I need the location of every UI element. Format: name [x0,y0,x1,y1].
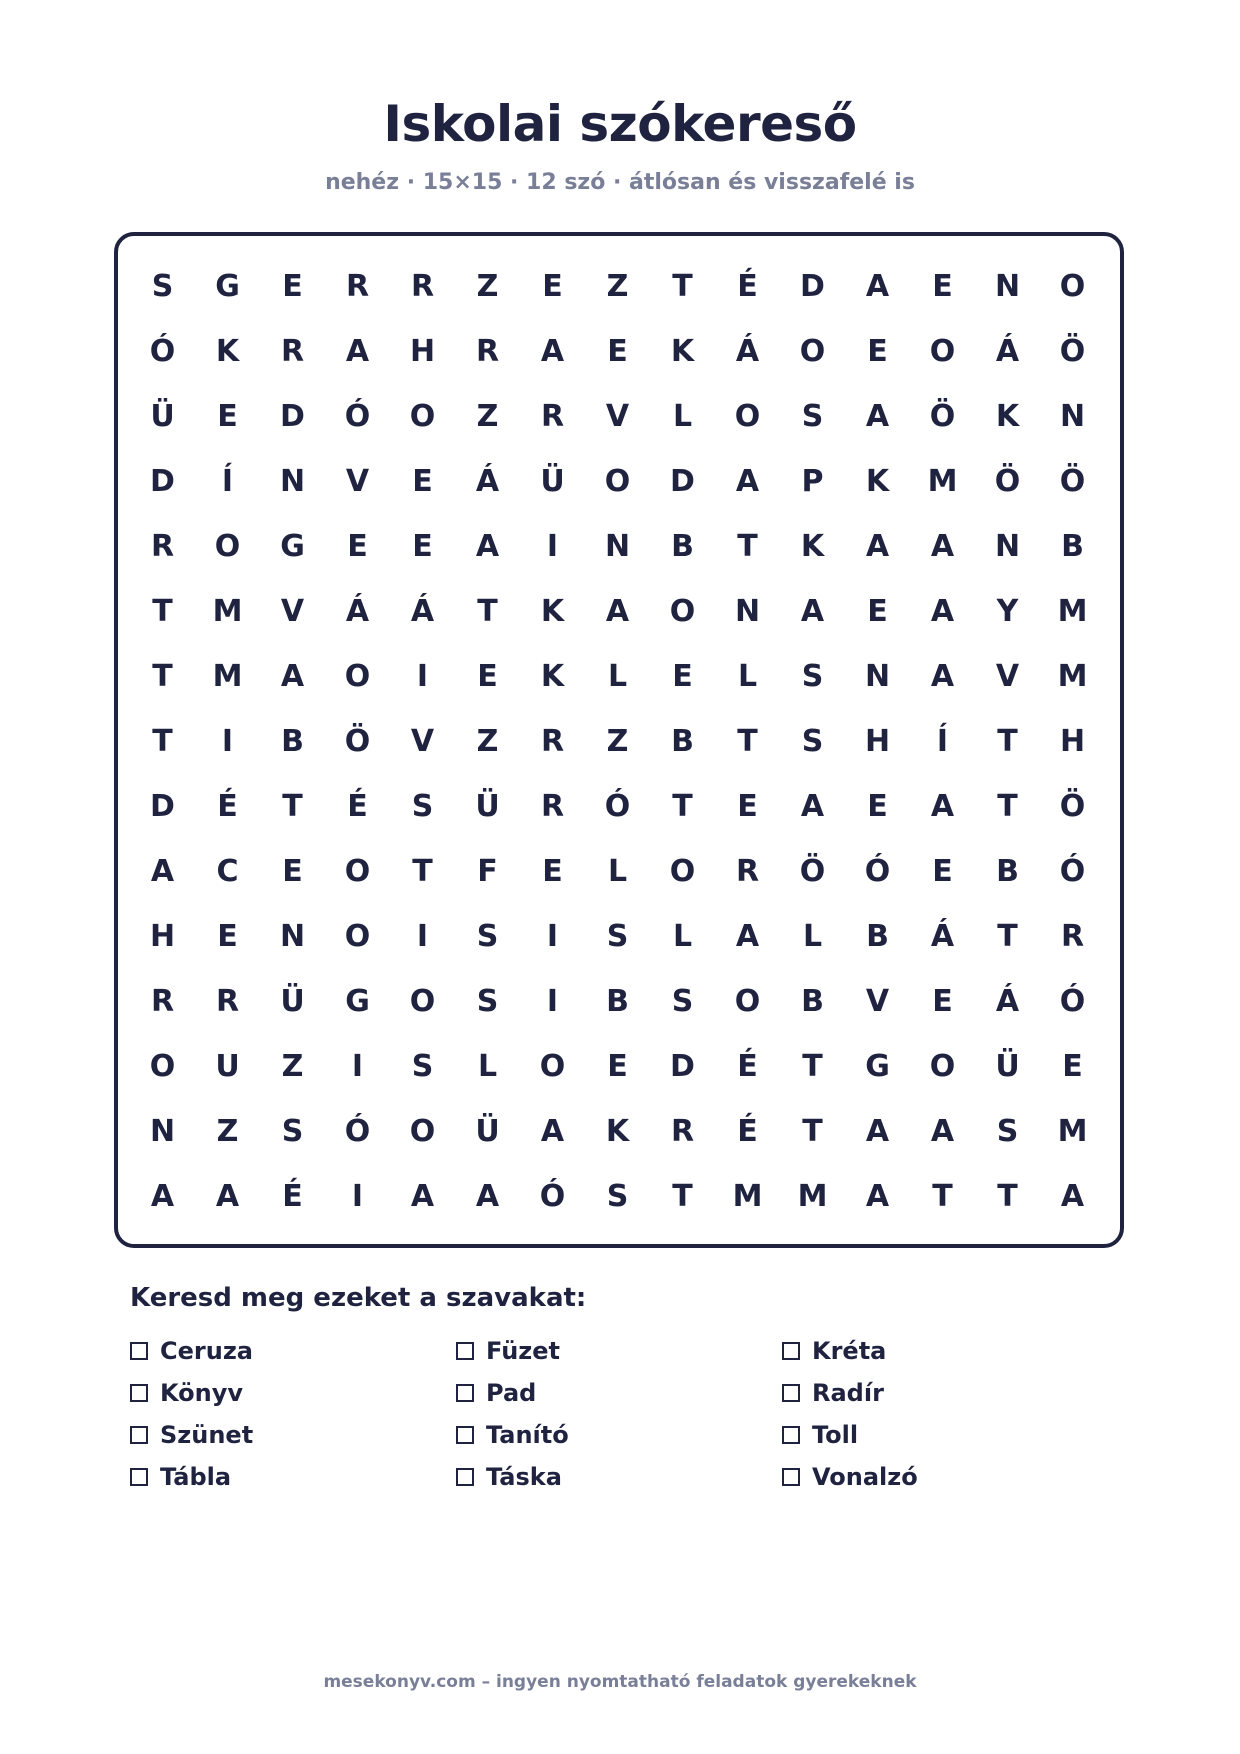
footer-text: mesekonyv.com – ingyen nyomtatható feladatok gyerekeknek [323,1672,917,1692]
grid-cell[interactable]: A [280,659,305,694]
grid-cell[interactable]: N [279,464,306,499]
grid-cell[interactable]: Z [476,724,499,759]
word-list-item [782,1456,1108,1498]
grid-cell[interactable]: M [1057,659,1088,694]
grid-cell[interactable]: T [412,854,433,889]
grid-cell[interactable]: Ü [475,789,500,824]
grid-cell[interactable]: Z [476,269,499,304]
grid-cell[interactable]: R [345,269,370,304]
grid-cell[interactable]: K [540,594,565,629]
grid-cell[interactable]: N [994,529,1021,564]
grid-cell[interactable]: N [149,1114,176,1149]
grid-cell[interactable]: M [732,1179,763,1214]
grid-cell[interactable]: É [282,1179,303,1214]
grid-cell[interactable]: C [216,854,239,889]
grid-cell[interactable]: E [542,854,563,889]
grid-cell[interactable]: G [345,984,370,1019]
grid-cell[interactable]: K [865,464,890,499]
grid-cell[interactable]: Á [735,334,760,369]
grid-cell[interactable]: T [997,919,1018,954]
grid-cell[interactable]: Á [995,984,1020,1019]
word-list-item [782,1372,1108,1414]
grid-cell[interactable]: G [280,529,305,564]
grid-cell[interactable]: É [347,789,368,824]
grid-cell[interactable]: B [866,919,889,954]
grid-cell[interactable]: S [476,919,499,954]
grid-cell[interactable]: T [932,1179,953,1214]
checkbox-icon[interactable] [456,1426,474,1444]
grid-cell[interactable]: K [605,1114,630,1149]
grid-cell[interactable]: Ó [149,334,176,369]
grid-cell[interactable]: G [865,1049,890,1084]
checkbox-icon[interactable] [130,1384,148,1402]
word-label: Vonalzó [812,1463,918,1491]
grid-cell[interactable]: A [345,334,370,369]
grid-cell[interactable]: O [669,854,696,889]
grid-cell[interactable]: Ü [475,1114,500,1149]
grid-cell[interactable]: R [150,529,175,564]
grid-cell[interactable]: A [865,399,890,434]
grid-cell[interactable]: H [409,334,436,369]
grid-cell[interactable]: T [152,594,173,629]
grid-cell[interactable]: O [734,984,761,1019]
grid-cell[interactable]: O [409,984,436,1019]
grid-cell[interactable]: Á [995,334,1020,369]
checkbox-icon[interactable] [456,1342,474,1360]
grid-cell[interactable]: S [671,984,694,1019]
grid-cell[interactable]: E [282,854,303,889]
checkbox-icon[interactable] [782,1342,800,1360]
grid-cell[interactable]: T [282,789,303,824]
grid-cell[interactable]: Ü [995,1049,1020,1084]
grid-cell[interactable]: I [546,529,559,564]
grid-cell[interactable]: A [475,1179,500,1214]
grid-cell[interactable]: D [670,464,695,499]
grid-cell[interactable]: A [215,1179,240,1214]
word-label: Kréta [812,1337,887,1365]
word-label: Könyv [160,1379,244,1407]
grid-cell[interactable]: B [606,984,629,1019]
grid-cell[interactable]: Ó [1059,854,1086,889]
grid-cell[interactable]: B [801,984,824,1019]
grid-cell[interactable]: A [150,1179,175,1214]
grid-cell[interactable]: L [607,854,628,889]
grid-cell[interactable]: O [1059,269,1086,304]
grid-cell[interactable]: N [279,919,306,954]
grid-cell[interactable]: S [996,1114,1019,1149]
grid-cell[interactable]: R [215,984,240,1019]
grid-cell[interactable]: I [546,984,559,1019]
word-label: Tábla [160,1463,232,1491]
grid-cell[interactable]: D [800,269,825,304]
grid-cell[interactable]: Z [606,269,629,304]
grid-cell[interactable]: Ö [344,724,371,759]
grid-cell[interactable]: M [212,659,243,694]
grid-cell[interactable]: B [996,854,1019,889]
grid-cell[interactable]: A [930,1114,955,1149]
grid-cell[interactable]: R [670,1114,695,1149]
grid-cell[interactable]: N [994,269,1021,304]
grid-cell[interactable]: O [409,399,436,434]
grid-cell[interactable]: S [411,789,434,824]
grid-cell[interactable]: E [867,594,888,629]
grid-cell[interactable]: K [670,334,695,369]
grid-cell[interactable]: É [737,1114,758,1149]
grid-cell[interactable]: H [864,724,891,759]
grid-cell[interactable]: O [344,659,371,694]
grid-cell[interactable]: D [670,1049,695,1084]
grid-cell[interactable]: R [150,984,175,1019]
grid-cell[interactable]: T [802,1049,823,1084]
grid-cell[interactable]: Ö [1059,789,1086,824]
grid-cell[interactable]: O [344,919,371,954]
grid-cell[interactable]: B [281,724,304,759]
grid-cell[interactable]: R [540,724,565,759]
word-label: Füzet [486,1337,561,1365]
grid-cell[interactable]: A [540,1114,565,1149]
grid-cell[interactable]: A [930,789,955,824]
grid-cell[interactable]: L [672,399,693,434]
grid-cell[interactable]: T [152,724,173,759]
word-list-item [130,1414,456,1456]
grid-cell[interactable]: O [409,1114,436,1149]
word-label: Tanító [486,1421,569,1449]
grid-cell[interactable]: T [672,269,693,304]
grid-cell[interactable]: R [280,334,305,369]
page-title: Iskolai szókereső [383,95,857,153]
checkbox-icon[interactable] [456,1384,474,1402]
grid-cell[interactable]: L [607,659,628,694]
grid-cell[interactable]: A [930,529,955,564]
grid-cell[interactable]: O [149,1049,176,1084]
page-subtitle: nehéz · 15×15 · 12 szó · átlósan és visszafelé is [325,170,915,195]
grid-cell[interactable]: E [932,854,953,889]
grid-cell[interactable]: D [150,789,175,824]
checkbox-icon[interactable] [130,1342,148,1360]
grid-cell[interactable]: I [351,1049,364,1084]
grid-cell[interactable]: Z [216,1114,239,1149]
grid-cell[interactable]: Ó [539,1179,566,1214]
grid-cell[interactable]: Á [410,594,435,629]
grid-cell[interactable]: A [735,919,760,954]
letter-grid [130,254,1105,1229]
grid-cell[interactable]: K [540,659,565,694]
grid-cell[interactable]: B [671,529,694,564]
grid-cell[interactable]: A [865,1114,890,1149]
grid-cell[interactable]: F [477,854,498,889]
grid-cell[interactable]: N [864,659,891,694]
grid-cell[interactable]: E [1062,1049,1083,1084]
grid-cell[interactable]: A [1060,1179,1085,1214]
grid-cell[interactable]: M [212,594,243,629]
grid-cell[interactable]: E [607,1049,628,1084]
grid-cell[interactable]: Ü [280,984,305,1019]
grid-cell[interactable]: O [344,854,371,889]
grid-cell[interactable]: I [221,724,234,759]
checkbox-icon[interactable] [130,1468,148,1486]
grid-cell[interactable]: L [802,919,823,954]
word-list-item [130,1330,456,1372]
grid-cell[interactable]: Ö [994,464,1021,499]
word-list-item [130,1372,456,1414]
grid-cell[interactable]: D [150,464,175,499]
grid-cell[interactable]: O [799,334,826,369]
word-list-item [782,1330,1108,1372]
grid-cell[interactable]: A [800,594,825,629]
grid-cell[interactable]: V [605,399,630,434]
grid-cell[interactable]: O [539,1049,566,1084]
grid-cell[interactable]: Ü [540,464,565,499]
grid-cell[interactable]: A [410,1179,435,1214]
grid-cell[interactable]: S [281,1114,304,1149]
grid-cell[interactable]: R [475,334,500,369]
grid-cell[interactable]: K [800,529,825,564]
grid-cell[interactable]: V [280,594,305,629]
grid-cell[interactable]: Z [606,724,629,759]
word-label: Táska [486,1463,562,1491]
grid-cell[interactable]: S [801,724,824,759]
grid-cell[interactable]: O [929,334,956,369]
grid-cell[interactable]: T [152,659,173,694]
grid-cell[interactable]: E [217,399,238,434]
grid-cell[interactable]: E [412,464,433,499]
grid-cell[interactable]: Y [996,594,1019,629]
word-list-item [130,1456,456,1498]
grid-cell[interactable]: H [149,919,176,954]
grid-cell[interactable]: É [737,269,758,304]
grid-cell[interactable]: H [1059,724,1086,759]
grid-cell[interactable]: M [1057,1114,1088,1149]
grid-cell[interactable]: K [215,334,240,369]
grid-cell[interactable]: N [734,594,761,629]
grid-cell[interactable]: M [797,1179,828,1214]
grid-cell[interactable]: B [671,724,694,759]
grid-cell[interactable]: Ó [344,1114,371,1149]
word-list-item [456,1372,782,1414]
grid-cell[interactable]: T [997,789,1018,824]
grid-cell[interactable]: É [737,1049,758,1084]
grid-cell[interactable]: Z [476,399,499,434]
grid-cell[interactable]: Ó [344,399,371,434]
grid-cell[interactable]: O [214,529,241,564]
grid-cell[interactable]: O [734,399,761,434]
grid-cell[interactable]: E [737,789,758,824]
grid-cell[interactable]: V [995,659,1020,694]
grid-cell[interactable]: S [606,919,629,954]
checkbox-icon[interactable] [456,1468,474,1486]
grid-cell[interactable]: Ó [1059,984,1086,1019]
grid-cell[interactable]: V [345,464,370,499]
word-list [130,1330,1110,1498]
grid-cell[interactable]: R [540,399,565,434]
grid-cell[interactable]: I [546,919,559,954]
grid-cell[interactable]: S [476,984,499,1019]
grid-cell[interactable]: A [930,659,955,694]
grid-cell[interactable]: I [351,1179,364,1214]
checkbox-icon[interactable] [782,1426,800,1444]
grid-cell[interactable]: N [604,529,631,564]
grid-cell[interactable]: A [865,1179,890,1214]
grid-cell[interactable]: S [151,269,174,304]
checkbox-icon[interactable] [782,1384,800,1402]
grid-cell[interactable]: A [930,594,955,629]
grid-cell[interactable]: S [801,659,824,694]
grid-cell[interactable]: E [867,789,888,824]
grid-cell[interactable]: E [477,659,498,694]
grid-cell[interactable]: Ö [1059,464,1086,499]
grid-cell[interactable]: T [997,724,1018,759]
grid-cell[interactable]: A [865,269,890,304]
grid-cell[interactable]: E [607,334,628,369]
grid-cell[interactable]: M [927,464,958,499]
grid-cell[interactable]: B [1061,529,1084,564]
word-list-item [782,1414,1108,1456]
word-label: Szünet [160,1421,254,1449]
grid-cell[interactable]: T [737,724,758,759]
grid-cell[interactable]: O [929,1049,956,1084]
grid-cell[interactable]: Ö [799,854,826,889]
grid-cell[interactable]: R [410,269,435,304]
word-list-heading: Keresd meg ezeket a szavakat: [130,1283,587,1313]
word-label: Toll [812,1421,859,1449]
grid-cell[interactable]: S [606,1179,629,1214]
grid-cell[interactable]: Á [475,464,500,499]
grid-cell[interactable]: Ö [929,399,956,434]
grid-cell[interactable]: Á [930,919,955,954]
grid-cell[interactable]: T [997,1179,1018,1214]
grid-cell[interactable]: E [542,269,563,304]
grid-cell[interactable]: Á [345,594,370,629]
grid-cell[interactable]: E [867,334,888,369]
grid-cell[interactable]: E [217,919,238,954]
grid-cell[interactable]: T [672,1179,693,1214]
grid-cell[interactable]: O [669,594,696,629]
grid-cell[interactable]: Z [281,1049,304,1084]
grid-cell[interactable]: G [215,269,240,304]
checkbox-icon[interactable] [782,1468,800,1486]
grid-cell[interactable]: T [737,529,758,564]
grid-cell[interactable]: M [1057,594,1088,629]
grid-cell[interactable]: V [410,724,435,759]
checkbox-icon[interactable] [130,1426,148,1444]
grid-cell[interactable]: E [932,984,953,1019]
grid-cell[interactable]: E [932,269,953,304]
word-list-item [456,1330,782,1372]
grid-cell[interactable]: L [672,919,693,954]
grid-cell[interactable]: E [282,269,303,304]
grid-cell[interactable]: K [995,399,1020,434]
word-label: Radír [812,1379,884,1407]
grid-cell[interactable]: Ó [864,854,891,889]
grid-cell[interactable]: L [477,1049,498,1084]
grid-cell[interactable]: N [1059,399,1086,434]
grid-cell[interactable]: S [801,399,824,434]
grid-cell[interactable]: S [411,1049,434,1084]
grid-cell[interactable]: V [865,984,890,1019]
grid-cell[interactable]: T [802,1114,823,1149]
grid-cell[interactable]: O [604,464,631,499]
word-label: Pad [486,1379,537,1407]
grid-cell[interactable]: A [735,464,760,499]
word-list-item [456,1456,782,1498]
grid-cell[interactable]: I [416,919,429,954]
grid-cell[interactable]: E [412,529,433,564]
grid-cell[interactable]: A [540,334,565,369]
grid-cell[interactable]: Ö [1059,334,1086,369]
grid-cell[interactable]: I [416,659,429,694]
grid-cell[interactable]: T [672,789,693,824]
word-label: Ceruza [160,1337,253,1365]
grid-cell[interactable]: P [801,464,824,499]
grid-cell[interactable]: E [347,529,368,564]
grid-cell[interactable]: A [800,789,825,824]
grid-cell[interactable]: R [540,789,565,824]
grid-cell[interactable]: T [477,594,498,629]
grid-cell[interactable]: L [737,659,758,694]
grid-cell[interactable]: E [672,659,693,694]
grid-cell[interactable]: U [215,1049,240,1084]
grid-cell[interactable]: Í [936,724,949,759]
grid-cell[interactable]: A [865,529,890,564]
grid-cell[interactable]: Í [221,464,234,499]
grid-cell[interactable]: R [1060,919,1085,954]
grid-cell[interactable]: D [280,399,305,434]
grid-cell[interactable]: Ó [604,789,631,824]
grid-cell[interactable]: É [217,789,238,824]
grid-cell[interactable]: A [150,854,175,889]
grid-cell[interactable]: A [605,594,630,629]
grid-cell[interactable]: R [735,854,760,889]
grid-cell[interactable]: A [475,529,500,564]
word-list-item [456,1414,782,1456]
grid-cell[interactable]: Ü [150,399,175,434]
